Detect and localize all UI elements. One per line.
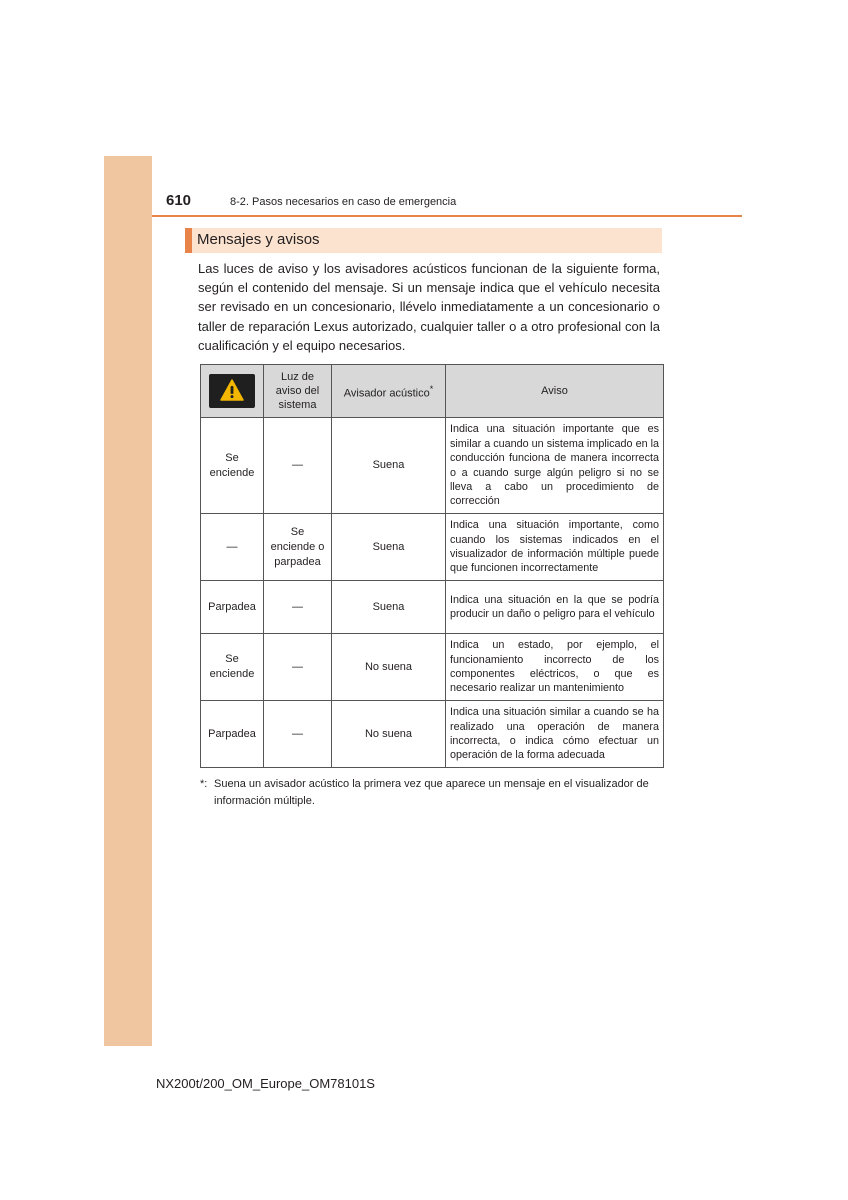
warning-table [200, 364, 664, 768]
table-row [201, 701, 664, 768]
cell-warning: Indica una situación en la que se podría producir un daño o peligro para el vehículo [446, 581, 664, 634]
chapter-title: 8-2. Pasos necesarios en caso de emergencia [230, 196, 457, 208]
table-row [201, 418, 664, 514]
footnote-text: Suena un avisador acústico la primera vez que aparece un mensaje en el visualizador de información múltiple. [214, 778, 649, 807]
footnote [200, 776, 662, 810]
cell-buzzer: Suena [332, 581, 446, 634]
intro-paragraph: Las luces de aviso y los avisadores acústicos funcionan de la siguiente forma, según el contenido del mensaje. Si un mensaje indica que el vehículo necesita ser revisado en un concesionario, llévelo inmediatamente a un concesionario o taller de reparación Lexus autorizado, cualquier taller o a otro profesional con la cualificación y el equipo necesarios. [198, 261, 660, 353]
page-number: 610 [166, 192, 192, 209]
footnote-mark: *: [200, 778, 208, 790]
cell-master: Se enciende [201, 634, 264, 701]
side-band [104, 156, 152, 1046]
table-row [201, 634, 664, 701]
header-system-light: Luz de aviso del sistema [264, 365, 332, 418]
cell-buzzer: No suena [332, 634, 446, 701]
cell-system: — [264, 418, 332, 514]
cell-system: — [264, 701, 332, 768]
cell-master: Parpadea [201, 701, 264, 768]
cell-system: Se enciende o parpadea [264, 514, 332, 581]
document-code: NX200t/200_OM_Europe_OM78101S [156, 1076, 375, 1091]
cell-system: — [264, 581, 332, 634]
cell-buzzer: Suena [332, 418, 446, 514]
section-accent [185, 228, 192, 253]
header-warning: Aviso [446, 365, 664, 418]
cell-buzzer: No suena [332, 701, 446, 768]
cell-warning: Indica una situación similar a cuando se ha realizado una operación de manera incorrecta, o indica cómo efectuar un operación de la forma adecuada [446, 701, 664, 768]
cell-buzzer: Suena [332, 514, 446, 581]
cell-master: Se enciende [201, 418, 264, 514]
header-buzzer-mark: * [429, 383, 434, 394]
header-buzzer [332, 365, 446, 418]
section-heading-bar [185, 228, 662, 253]
table-row [201, 514, 664, 581]
header-rule [152, 215, 742, 217]
table-row [201, 581, 664, 634]
section-title: Mensajes y avisos [197, 231, 320, 248]
cell-master: Parpadea [201, 581, 264, 634]
header-master-icon-cell [201, 365, 264, 418]
cell-system: — [264, 634, 332, 701]
cell-warning: Indica un estado, por ejemplo, el funcionamiento incorrecto de los componentes eléctricos, o que es necesario realizar un mantenimiento [446, 634, 664, 701]
header-buzzer-label: Avisador acústico [343, 387, 430, 400]
cell-warning: Indica una situación importante, como cuando los sistemas indicados en el visualizador de información múltiple puede que funcionen incorrectamente [446, 514, 664, 581]
cell-warning: Indica una situación importante que es similar a cuando un sistema implicado en la conducción funciona de manera incorrecta o a cuando surge algún peligro si no se lleva a cabo un procedimiento de corrección [446, 418, 664, 514]
cell-master: — [201, 514, 264, 581]
table-header-row [201, 365, 664, 418]
master-warning-icon [209, 374, 255, 408]
